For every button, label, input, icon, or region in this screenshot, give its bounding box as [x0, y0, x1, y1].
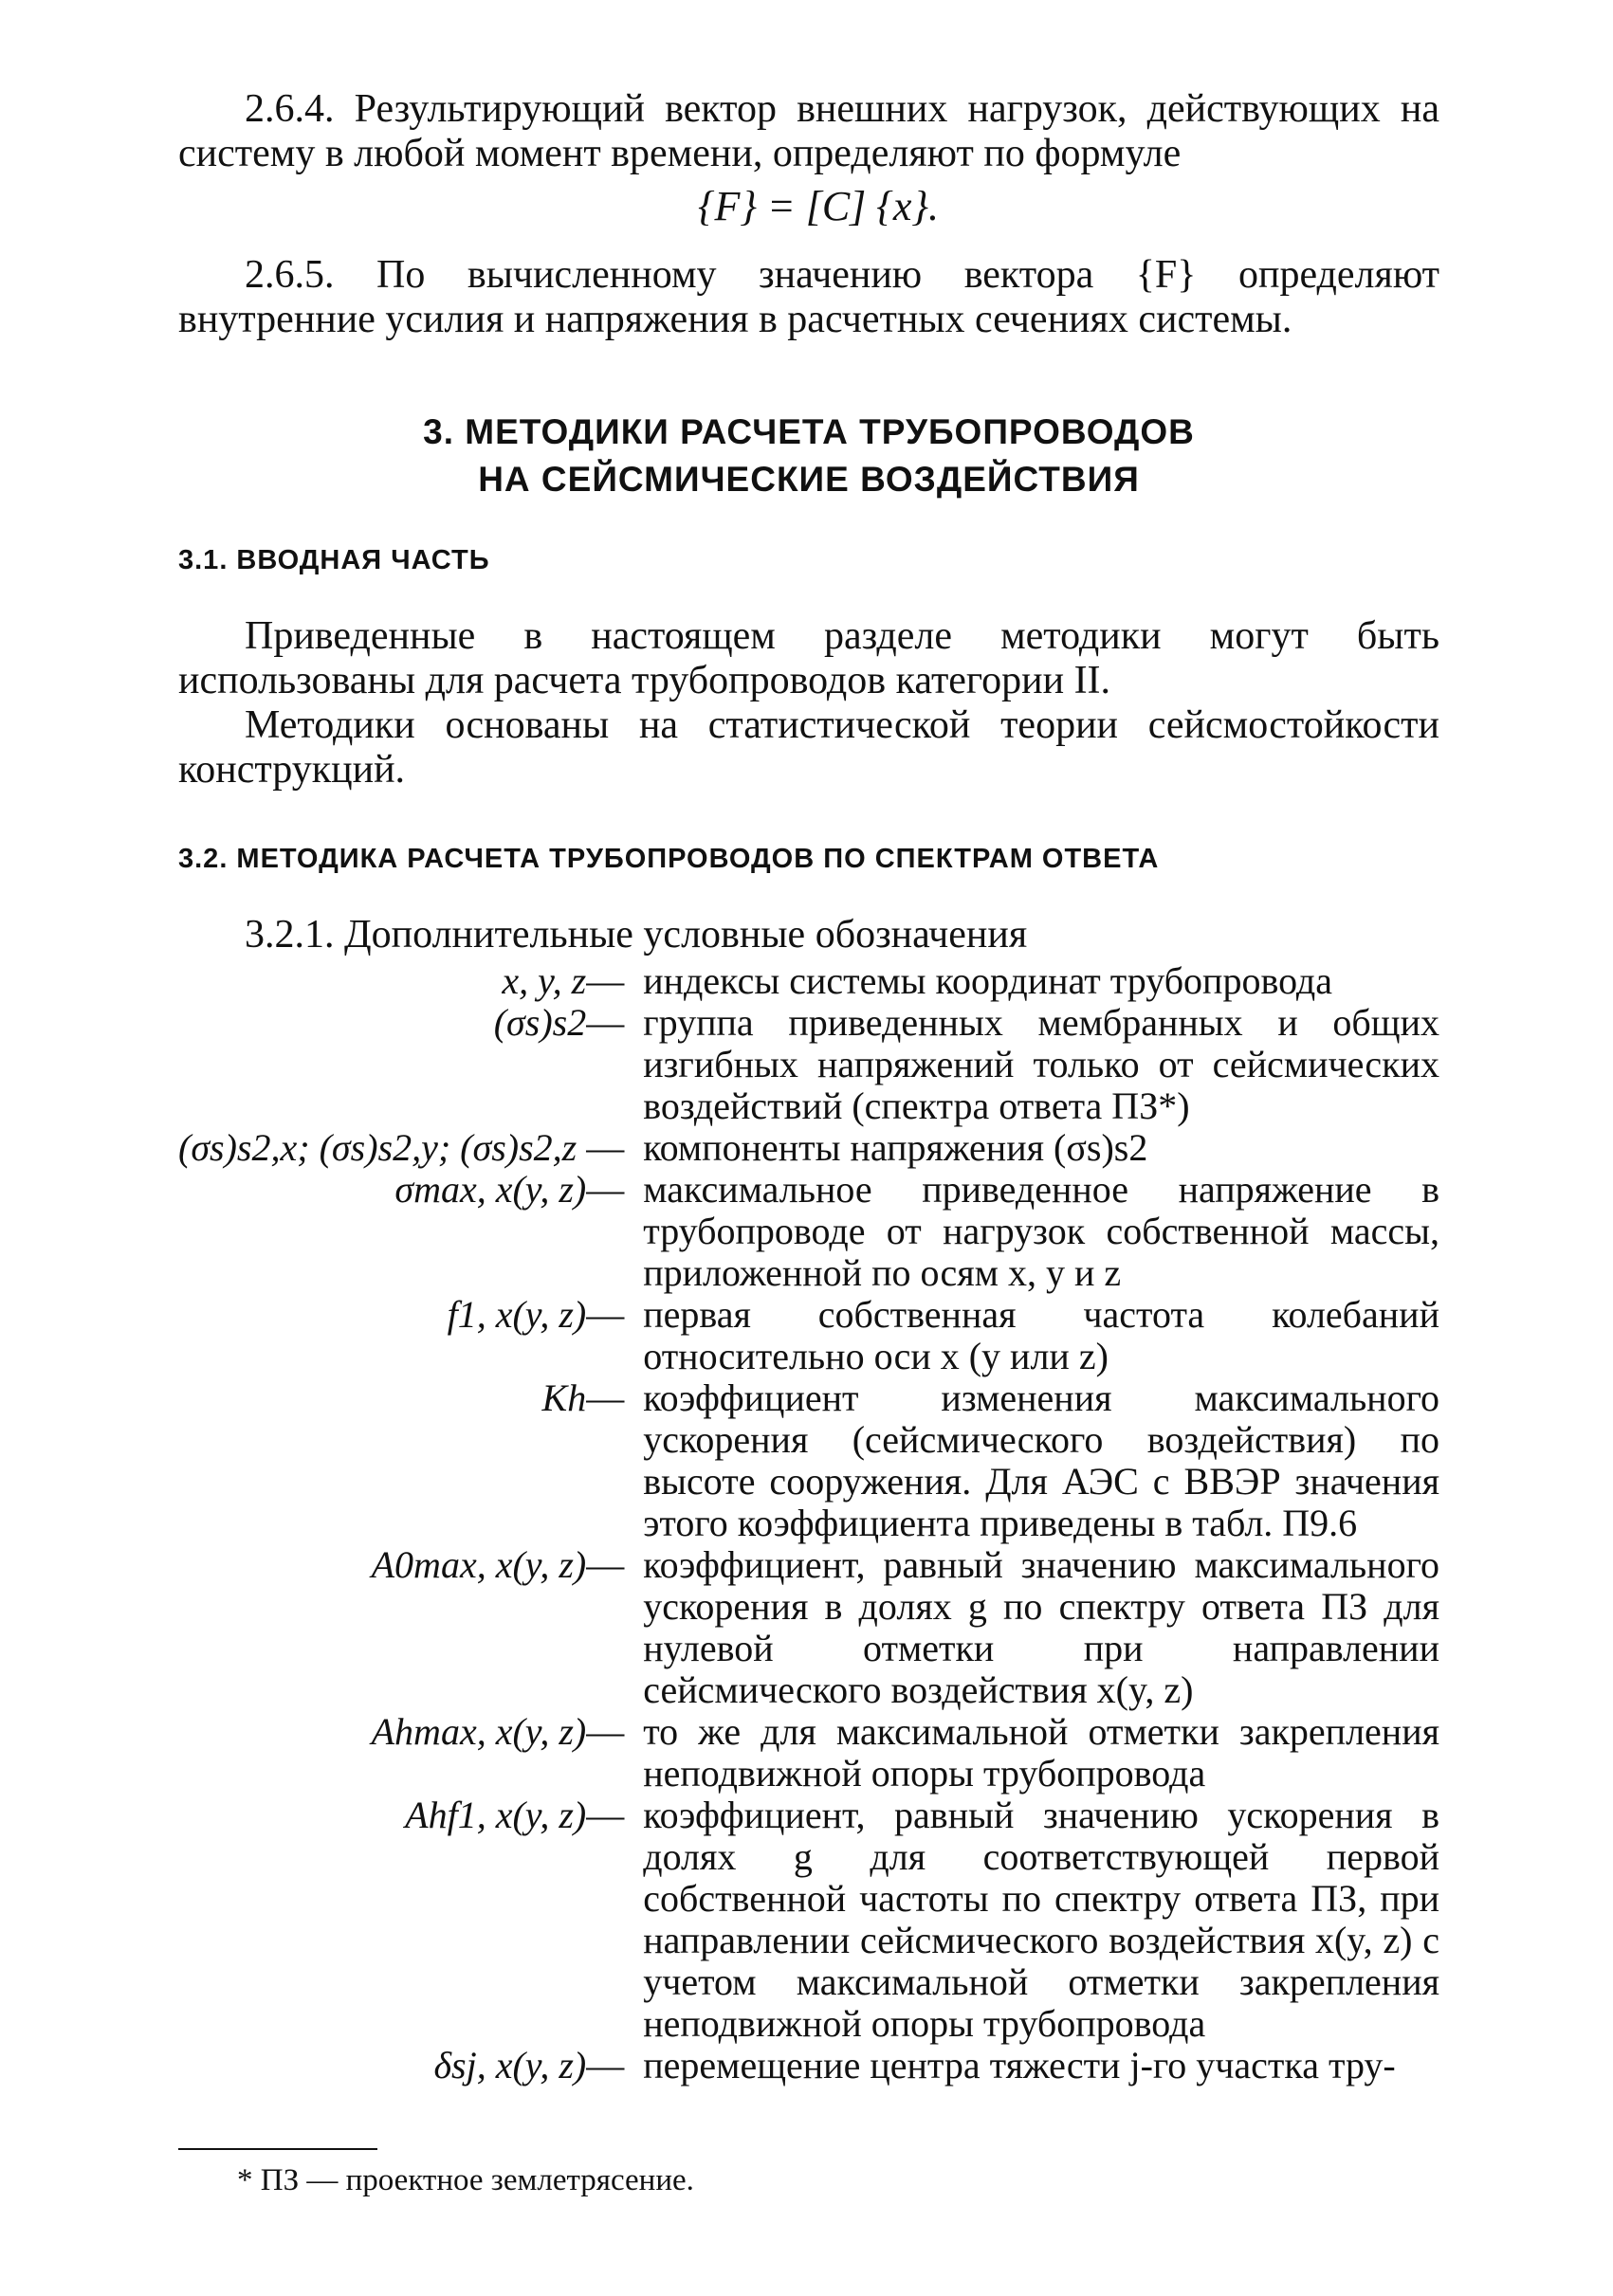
definition-term: (σs)s2— — [493, 1001, 625, 1044]
definition-row — [178, 1795, 1439, 2045]
definition-text: коэффициент изменения максимального ускорения (сейсмического воздействия) по высоте сооружения. Для АЭС с ВВЭР значения этого коэффициента приведены в табл. П9.6 — [643, 1376, 1439, 1544]
formula: {F} = [C] {x}. — [697, 183, 940, 229]
definition-term: δsj, x(y, z)— — [433, 2044, 625, 2086]
footnote: * ПЗ — проектное землетрясение. — [237, 2163, 694, 2197]
subsection-3-2-heading: 3.2. МЕТОДИКА РАСЧЕТА ТРУБОПРОВОДОВ ПО СПЕКТРАМ ОТВЕТА — [178, 844, 1160, 874]
definition-text: индексы системы координат трубопровода — [643, 959, 1333, 1002]
definition-text: компоненты напряжения (σs)s2 — [643, 1126, 1148, 1169]
definition-row — [178, 1294, 1439, 1377]
section-3-heading — [178, 409, 1439, 503]
paragraph-2-6-5: 2.6.5. По вычисленному значению вектора {F} определяют внутренние усилия и напряжения в расчетных сечениях системы. — [178, 253, 1439, 341]
definition-text: максимальное приведенное напряжение в трубопроводе от нагрузок собственной массы, приложенной по осям x, y и z — [643, 1168, 1439, 1294]
subsection-3-1-heading: 3.1. ВВОДНАЯ ЧАСТЬ — [178, 545, 490, 575]
definition-text: группа приведенных мембранных и общих изгибных напряжений только от сейсмических воздействий (спектра ответа ПЗ*) — [643, 1001, 1439, 1127]
definition-row — [178, 1711, 1439, 1795]
definition-term: (σs)s2,x; (σs)s2,y; (σs)s2,z — — [178, 1126, 625, 1169]
intro-paragraph-1: Приведенные в настоящем разделе методики могут быть использованы для расчета трубопроводов категории II. — [178, 614, 1439, 702]
definitions-title: 3.2.1. Дополнительные условные обозначения — [245, 913, 1028, 957]
definition-row — [178, 2045, 1439, 2086]
paragraph-2-6-4: 2.6.4. Результирующий вектор внешних нагрузок, действующих на систему в любой момент времени, определяют по формуле — [178, 87, 1439, 175]
definition-term: Kh— — [541, 1376, 625, 1419]
document-page — [178, 87, 1439, 2086]
definition-term: Ahmax, x(y, z)— — [371, 1710, 625, 1753]
definition-text: первая собственная частота колебаний относительно оси x (y или z) — [643, 1293, 1439, 1377]
definition-row — [178, 1377, 1439, 1544]
definition-text: коэффициент, равный значению максимального ускорения в долях g по спектру ответа ПЗ для нулевой отметки при направлении сейсмического воздействия x(y, z) — [643, 1543, 1439, 1711]
definition-text: то же для максимальной отметки закрепления неподвижной опоры трубопровода — [643, 1710, 1439, 1795]
section-3-heading-line1: 3. МЕТОДИКИ РАСЧЕТА ТРУБОПРОВОДОВ — [423, 412, 1195, 451]
definition-text: перемещение центра тяжести j-го участка тру- — [643, 2044, 1396, 2086]
definition-row — [178, 1169, 1439, 1294]
definitions-list — [178, 960, 1439, 2086]
definition-term: f1, x(y, z)— — [447, 1293, 625, 1336]
definition-row — [178, 1002, 1439, 1127]
section-3-heading-line2: НА СЕЙСМИЧЕСКИЕ ВОЗДЕЙСТВИЯ — [478, 460, 1140, 499]
definition-text: коэффициент, равный значению ускорения в долях g для соответствующей первой собственной частоты по спектру ответа ПЗ, при направлении сейсмического воздействия x(y, z) с учетом максимальной отметки закрепления неподвижной опоры трубопровода — [643, 1794, 1439, 2045]
definition-row — [178, 1544, 1439, 1711]
intro-paragraph-2: Методики основаны на статистической теории сейсмостойкости конструкций. — [178, 703, 1439, 792]
definition-term: A0max, x(y, z)— — [371, 1543, 625, 1586]
definition-row — [178, 960, 1439, 1002]
definition-term: Ahf1, x(y, z)— — [405, 1794, 625, 1836]
definition-row — [178, 1127, 1439, 1169]
definition-term: σmax, x(y, z)— — [394, 1168, 625, 1211]
definition-term: x, y, z— — [502, 959, 625, 1002]
footnote-divider — [178, 2148, 377, 2150]
